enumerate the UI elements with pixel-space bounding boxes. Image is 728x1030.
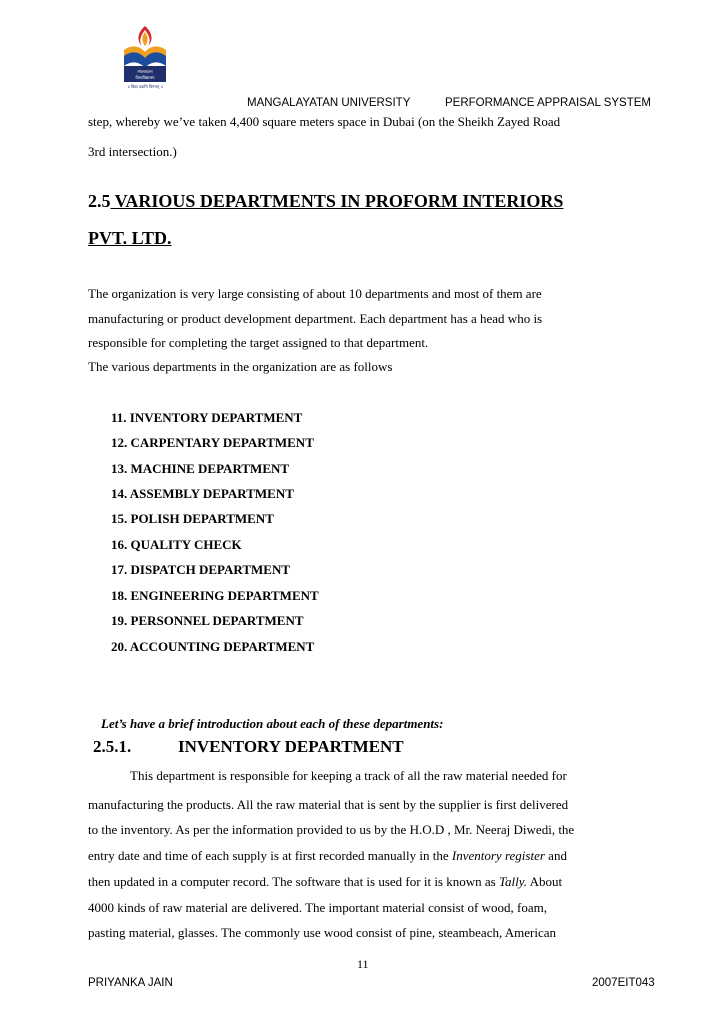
para-line-3: responsible for completing the target assigned to that department. xyxy=(88,335,429,350)
inventory-line-6: 4000 kinds of raw material are delivered. The important material consist of wood, foam, xyxy=(88,900,547,915)
header-system: PERFORMANCE APPRAISAL SYSTEM xyxy=(445,97,651,109)
dept-item-machine: 13. MACHINE DEPARTMENT xyxy=(111,461,290,476)
dept-item-dispatch: 17. DISPATCH DEPARTMENT xyxy=(111,562,291,577)
header-university: MANGALAYATAN UNIVERSITY xyxy=(247,97,411,109)
subsection-title: INVENTORY DEPARTMENT xyxy=(178,737,404,756)
logo-text-line-1: मंगलायतन xyxy=(137,69,153,74)
university-logo xyxy=(116,22,174,92)
inventory-line-4: entry date and time of each supply is at first recorded manually in the Inventory register and xyxy=(88,848,567,863)
tally-term: Tally. xyxy=(498,874,528,889)
dept-item-engineering: 18. ENGINEERING DEPARTMENT xyxy=(111,588,319,603)
inventory-line-2: manufacturing the products. All the raw material that is sent by the supplier is first delivered xyxy=(88,797,569,812)
dept-item-personnel: 19. PERSONNEL DEPARTMENT xyxy=(111,613,304,628)
departments-intro: Let’s have a brief introduction about each of these departments: xyxy=(101,716,444,731)
para-line-1: The organization is very large consisting of about 10 departments and most of them are xyxy=(88,286,542,301)
section-number: 2.5 xyxy=(88,191,111,211)
dept-item-carpentary: 12. CARPENTARY DEPARTMENT xyxy=(111,435,314,450)
dept-item-polish: 15. POLISH DEPARTMENT xyxy=(111,511,274,526)
intro-line-2: 3rd intersection.) xyxy=(88,144,177,159)
section-heading-line-2: PVT. LTD. xyxy=(88,228,172,248)
page-number: 11 xyxy=(357,957,369,971)
section-title-1: VARIOUS DEPARTMENTS IN PROFORM INTERIORS xyxy=(110,191,564,211)
inventory-line-5: then updated in a computer record. The software that is used for it is known as Tally. About xyxy=(88,874,563,889)
inventory-line-1: This department is responsible for keeping a track of all the raw material needed for xyxy=(130,768,567,783)
dept-item-inventory: 11. INVENTORY DEPARTMENT xyxy=(111,410,303,425)
section-heading-line-1 xyxy=(88,191,563,212)
footer-roll: 2007EIT043 xyxy=(592,977,655,989)
dept-item-quality: 16. QUALITY CHECK xyxy=(111,537,242,552)
para-line-2: manufacturing or product development department. Each department has a head who is xyxy=(88,311,543,326)
subsection-number: 2.5.1. xyxy=(93,737,132,756)
dept-item-accounting: 20. ACCOUNTING DEPARTMENT xyxy=(111,639,315,654)
intro-line-1: step, whereby we’ve taken 4,400 square meters space in Dubai (on the Sheikh Zayed Road xyxy=(88,114,561,129)
inventory-line-7: pasting material, glasses. The commonly use wood consist of pine, steambeach, American xyxy=(88,925,557,940)
para-line-4: The various departments in the organization are as follows xyxy=(88,359,393,374)
logo-motto: ॥ विद्या ददाति विनयम् ॥ xyxy=(127,84,163,89)
inventory-register-term: Inventory register xyxy=(451,848,545,863)
inventory-line-3: to the inventory. As per the information provided to us by the H.O.D , Mr. Neeraj Diwedi, the xyxy=(88,822,575,837)
footer-author: PRIYANKA JAIN xyxy=(88,977,173,989)
university-logo-icon xyxy=(116,22,174,92)
dept-item-assembly: 14. ASSEMBLY DEPARTMENT xyxy=(111,486,294,501)
logo-text-line-2: विश्वविद्यालय xyxy=(135,75,155,80)
